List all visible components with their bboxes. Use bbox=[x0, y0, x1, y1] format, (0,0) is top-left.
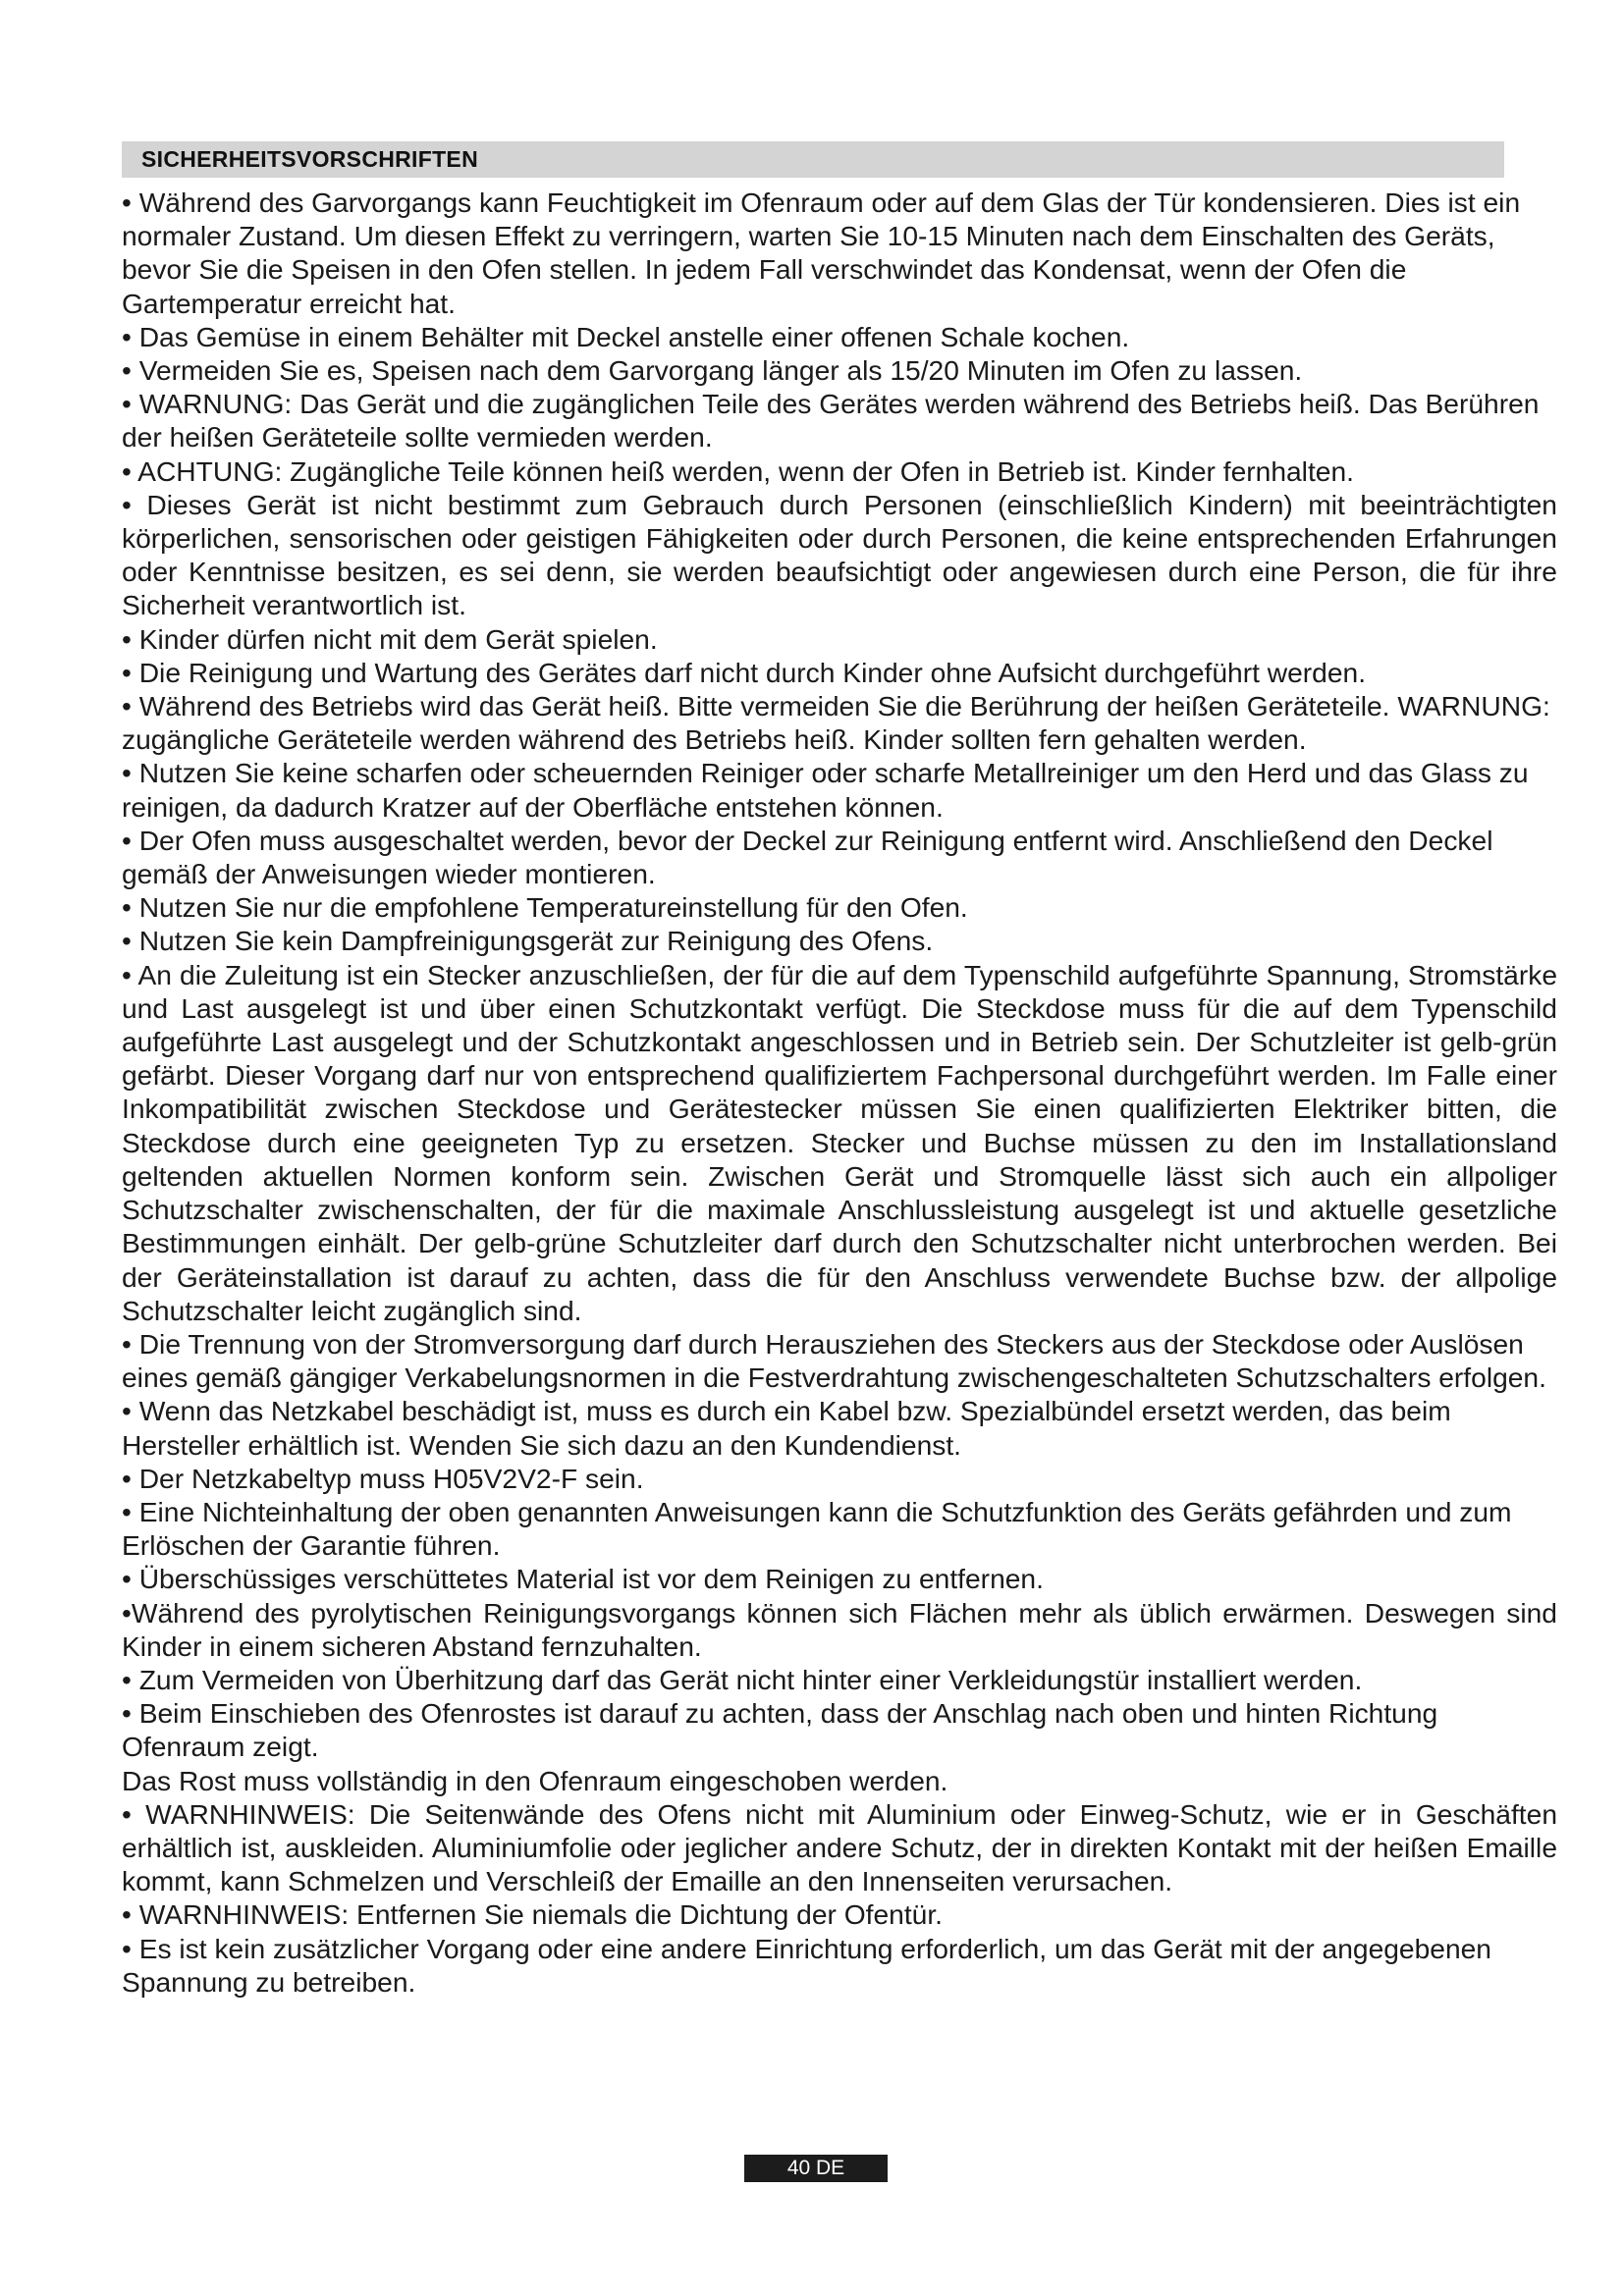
paragraph-children-play: • Kinder dürfen nicht mit dem Gerät spielen. bbox=[122, 622, 658, 655]
paragraph-pyrolytic: •Während des pyrolytischen Reinigungsvorgangs können sich Flächen mehr als üblich erwärmen. Deswegen sind Kinder in einem sicheren Abstand fernzuhalten. bbox=[122, 1596, 1557, 1662]
paragraph-cable-type: • Der Netzkabeltyp muss H05V2V2-F sein. bbox=[122, 1462, 644, 1494]
paragraph-cleaners: • Nutzen Sie keine scharfen oder scheuernden Reiniger oder scharfe Metallreiniger um den Herd und das Glass zu reinigen, da dadurch Kratzer auf der Oberfläche entstehen können. bbox=[122, 757, 1529, 823]
paragraph-steam-cleaner: • Nutzen Sie kein Dampfreinigungsgerät zur Reinigung des Ofens. bbox=[122, 925, 934, 957]
paragraph-leave-food: • Vermeiden Sie es, Speisen nach dem Garvorgang länger als 15/20 Minuten im Ofen zu lassen. bbox=[122, 354, 1303, 387]
paragraph-operation-hot: • Während des Betriebs wird das Gerät heiß. Bitte vermeiden Sie die Berührung der heißen Geräteteile. WARNUNG: zugängliche Geräteteile werden während des Betriebs heiß. Kinder sollten fern gehalten werden. bbox=[122, 690, 1550, 756]
paragraph-door-seal: • WARNHINWEIS: Entfernen Sie niemals die Dichtung der Ofentür. bbox=[122, 1898, 943, 1931]
paragraph-lid-removal: • Der Ofen muss ausgeschaltet werden, bevor der Deckel zur Reinigung entfernt wird. Anschließend den Deckel gemäß der Anweisungen wieder montieren. bbox=[122, 824, 1493, 890]
paragraph-overheating: • Zum Vermeiden von Überhitzung darf das Gerät nicht hinter einer Verkleidungstür installiert werden. bbox=[122, 1663, 1363, 1695]
paragraph-vegetables: • Das Gemüse in einem Behälter mit Deckel anstelle einer offenen Schale kochen. bbox=[122, 320, 1130, 352]
safety-instructions-text bbox=[122, 186, 1557, 1999]
paragraph-noncompliance: • Eine Nichteinhaltung der oben genannten Anweisungen kann die Schutzfunktion des Geräts gefährden und zum Erlöschen der Garantie führen. bbox=[122, 1495, 1512, 1562]
paragraph-condensation: • Während des Garvorgangs kann Feuchtigkeit im Ofenraum oder auf dem Glas der Tür kondensieren. Dies ist ein normaler Zustand. Um diesen Effekt zu verringern, warten Sie 10-15 Minuten nach dem Einschalten des Geräts, bevor Sie die Speisen in den Ofen stellen. In jedem Fall verschwindet das Kondensat, wenn der Ofen die Gartemperatur erreicht hat. bbox=[122, 187, 1521, 319]
paragraph-attention-children: • ACHTUNG: Zugängliche Teile können heiß werden, wenn der Ofen in Betrieb ist. Kinder fernhalten. bbox=[122, 454, 1354, 487]
paragraph-disconnection: • Die Trennung von der Stromversorgung darf durch Herausziehen des Steckers aus der Steckdose oder Auslösen eines gemäß gängiger Verkabelungsnormen in die Festverdrahtung zwischengeschalteten Schutzschalters erfolgen. bbox=[122, 1327, 1546, 1394]
section-title: SICHERHEITSVORSCHRIFTEN bbox=[122, 141, 1504, 178]
paragraph-voltage: • Es ist kein zusätzlicher Vorgang oder eine andere Einrichtung erforderlich, um das Gerät mit der angegebenen Spannung zu betreiben. bbox=[122, 1932, 1491, 1998]
paragraph-rack-inserted: Das Rost muss vollständig in den Ofenraum eingeschoben werden. bbox=[122, 1764, 948, 1796]
paragraph-damaged-cable: • Wenn das Netzkabel beschädigt ist, muss es durch ein Kabel bzw. Spezialbündel ersetzt werden, das beim Hersteller erhältlich ist. Wenden Sie sich dazu an den Kundendienst. bbox=[122, 1395, 1451, 1461]
paragraph-cleaning-children: • Die Reinigung und Wartung des Gerätes darf nicht durch Kinder ohne Aufsicht durchgeführt werden. bbox=[122, 656, 1367, 688]
page-number-badge: 40 DE bbox=[744, 2155, 888, 2182]
paragraph-oven-rack: • Beim Einschieben des Ofenrostes ist darauf zu achten, dass der Anschlag nach oben und hinten Richtung Ofenraum zeigt. bbox=[122, 1697, 1438, 1763]
paragraph-aluminium-warning: • WARNHINWEIS: Die Seitenwände des Ofens nicht mit Aluminium oder Einweg-Schutz, wie er in Geschäften erhältlich ist, auskleiden. Aluminiumfolie oder jeglicher andere Schutz, der in direkten Kontakt mit der heißen Emaille kommt, kann Schmelzen und Verschleiß der Emaille an den Innenseiten verursachen. bbox=[122, 1797, 1557, 1897]
paragraph-persons-restriction: • Dieses Gerät ist nicht bestimmt zum Gebrauch durch Personen (einschließlich Kindern) mit beeinträchtigten körperlichen, sensorischen oder geistigen Fähigkeiten oder durch Personen, die keine entsprechenden Erfahrungen oder Kenntnisse besitzen, es sei denn, sie werden beaufsichtigt oder angewiesen durch eine Person, die für ihre Sicherheit verantwortlich ist. bbox=[122, 488, 1557, 621]
paragraph-electrical-connection: • An die Zuleitung ist ein Stecker anzuschließen, der für die auf dem Typenschild aufgeführte Spannung, Stromstärke und Last ausgelegt ist und über einen Schutzkontakt verfügt. Die Steckdose muss für die auf dem Typenschild aufgeführte Last ausgelegt und der Schutzkontakt angeschlossen und in Betrieb sein. Der Schutzleiter ist gelb-grün gefärbt. Dieser Vorgang darf nur von entsprechend qualifiziertem Fachpersonal durchgeführt werden. Im Falle einer Inkompatibilität zwischen Steckdose und Gerätestecker müssen Sie einen qualifizierten Elektriker bitten, die Steckdose durch eine geeigneten Typ zu ersetzen. Stecker und Buchse müssen zu den im Installationsland geltenden aktuellen Normen konform sein. Zwischen Gerät und Stromquelle lässt sich auch ein allpoliger Schutzschalter zwischenschalten, der für die maximale Anschlussleistung ausgelegt ist und aktuelle gesetzliche Bestimmungen einhält. Der gelb-grüne Schutzleiter darf durch den Schutzschalter nicht unterbrochen werden. Bei der Geräteinstallation ist darauf zu achten, dass die für den Anschluss verwendete Buchse bzw. der allpolige Schutzschalter leicht zugänglich sind. bbox=[122, 958, 1557, 1326]
paragraph-spilled-material: • Überschüssiges verschüttetes Material ist vor dem Reinigen zu entfernen. bbox=[122, 1563, 1044, 1595]
paragraph-temperature: • Nutzen Sie nur die empfohlene Temperatureinstellung für den Ofen. bbox=[122, 891, 968, 924]
paragraph-warning-hot: • WARNUNG: Das Gerät und die zugänglichen Teile des Gerätes werden während des Betriebs heiß. Das Berühren der heißen Geräteteile sollte vermieden werden. bbox=[122, 388, 1540, 454]
